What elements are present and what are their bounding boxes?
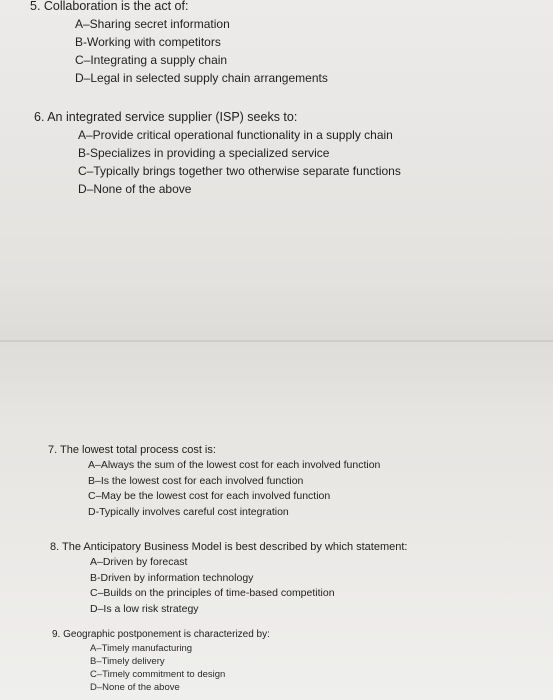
option-c: C–Typically brings together two otherwise separate functions bbox=[78, 164, 401, 178]
option-a: A–Always the sum of the lowest cost for each involved function bbox=[88, 459, 381, 471]
option-a: A–Timely manufacturing bbox=[90, 643, 193, 654]
question-title: 8. The Anticipatory Business Model is best described by which statement: bbox=[50, 541, 408, 553]
options-list bbox=[30, 15, 328, 87]
option-d: D–Is a low risk strategy bbox=[90, 602, 199, 615]
question-7 bbox=[48, 443, 380, 520]
option-b: B–Timely delivery bbox=[90, 656, 165, 667]
option-b: B-Working with competitors bbox=[75, 35, 221, 49]
option-a: A–Provide critical operational functionality in a supply chain bbox=[78, 128, 393, 142]
option-d: D-Typically involves careful cost integration bbox=[88, 505, 289, 518]
option-d: D–None of the above bbox=[90, 682, 180, 693]
option-b: B–Is the lowest cost for each involved function bbox=[88, 474, 304, 487]
options-list bbox=[50, 555, 407, 617]
question-9 bbox=[52, 628, 270, 694]
option-c: C–Builds on the principles of time-based competition bbox=[90, 587, 335, 599]
option-d: D–Legal in selected supply chain arrangements bbox=[75, 71, 328, 85]
options-list bbox=[34, 126, 401, 198]
option-c: C–Timely commitment to design bbox=[90, 669, 226, 680]
option-c: C–Integrating a supply chain bbox=[75, 53, 228, 67]
page-fold-divider bbox=[0, 340, 553, 342]
question-5 bbox=[30, 0, 328, 87]
option-b: B-Specializes in providing a specialized service bbox=[78, 146, 330, 160]
question-title: 5. Collaboration is the act of: bbox=[30, 0, 189, 13]
question-title: 7. The lowest total process cost is: bbox=[48, 444, 216, 456]
option-c: C–May be the lowest cost for each involved function bbox=[88, 490, 331, 502]
options-list bbox=[52, 642, 270, 694]
option-a: A–Sharing secret information bbox=[75, 17, 230, 31]
question-8 bbox=[50, 540, 407, 617]
question-title: 6. An integrated service supplier (ISP) seeks to: bbox=[34, 110, 298, 124]
option-d: D–None of the above bbox=[78, 182, 192, 196]
question-6 bbox=[34, 108, 401, 198]
question-title: 9. Geographic postponement is characterized by: bbox=[52, 629, 270, 640]
options-list bbox=[48, 458, 380, 520]
option-a: A–Driven by forecast bbox=[90, 556, 188, 568]
option-b: B-Driven by information technology bbox=[90, 571, 254, 584]
